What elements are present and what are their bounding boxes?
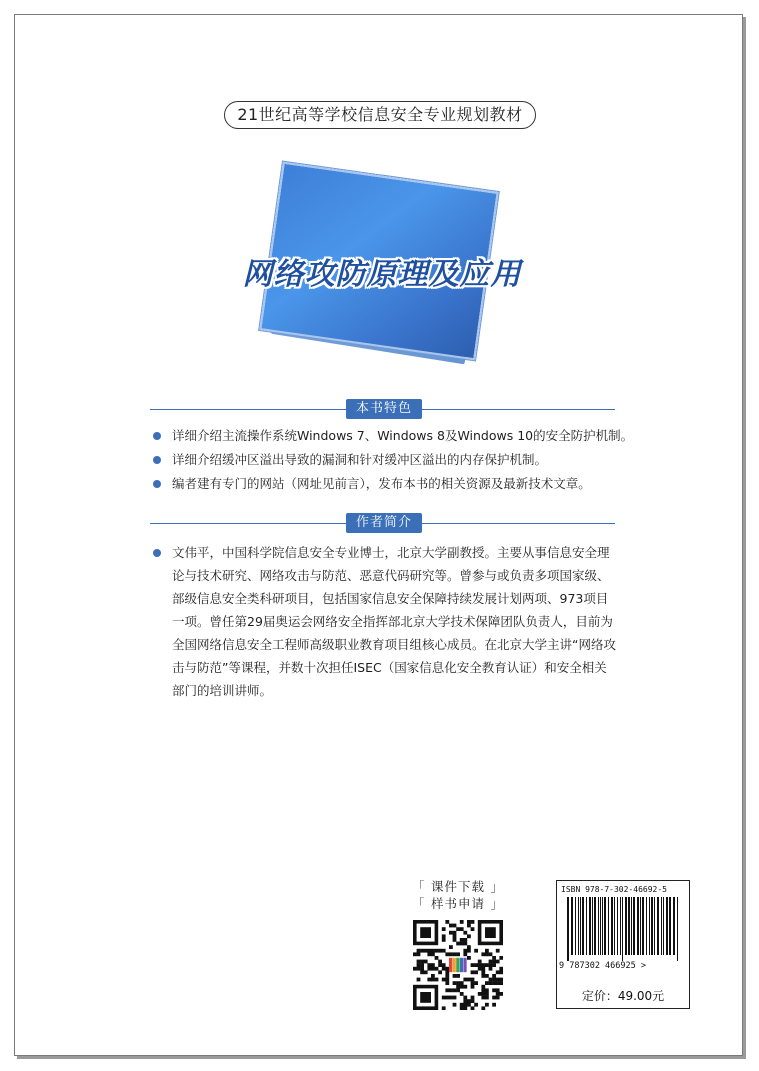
feature-text: 编者建有专门的网站（网址见前言），发布本书的相关资源及最新技术文章。 <box>172 476 591 491</box>
feature-item <box>150 452 630 468</box>
author-bio <box>150 541 632 702</box>
book-title: 网络攻防原理及应用 <box>242 257 522 292</box>
sample-request[interactable]: 「 样书申请 」 <box>412 896 504 911</box>
author-line: 部门的培训讲师。 <box>172 683 273 698</box>
author-line: 击与防范”等课程，并数十次担任ISEC（国家信息化安全教育认证）和安全相关 <box>172 660 607 675</box>
feature-text: 详细介绍主流操作系统Windows 7、Windows 8及Windows 10的安全防护机制。 <box>172 428 634 443</box>
feature-item <box>150 428 634 444</box>
bullet-icon <box>153 456 161 464</box>
features-list <box>150 428 634 500</box>
author-line: 文伟平，中国科学院信息安全专业博士，北京大学副教授。主要从事信息安全理 <box>172 545 610 560</box>
bullet-icon <box>153 432 161 440</box>
author-heading: 作者简介 <box>346 513 422 533</box>
bullet-icon <box>153 549 161 557</box>
author-line: 论与技术研究、网络攻击与防范、恶意代码研究等。曾参与或负责多项国家级、 <box>172 568 610 583</box>
author-line: 一项。曾任第29届奥运会网络安全指挥部北京大学技术保障团队负责人，目前为 <box>172 614 613 629</box>
courseware-download[interactable]: 「 课件下载 」 <box>412 879 504 894</box>
barcode-icon <box>567 897 679 961</box>
barcode-box <box>556 880 690 1009</box>
bullet-icon <box>153 480 161 488</box>
author-line: 部级信息安全类科研项目，包括国家信息安全保障持续发展计划两项、973项目 <box>172 591 609 606</box>
author-line: 全国网络信息安全工程师高级职业教育项目组核心成员。在北京大学主讲“网络攻 <box>172 637 616 652</box>
feature-text: 详细介绍缓冲区溢出导致的漏洞和针对缓冲区溢出的内存保护机制。 <box>172 452 548 467</box>
isbn-text: ISBN 978-7-302-46692-5 <box>561 885 667 894</box>
qr-code-icon[interactable] <box>413 920 503 1010</box>
feature-item <box>150 476 630 492</box>
features-heading: 本书特色 <box>346 399 422 419</box>
barcode-digits: 9 787302 466925 > <box>559 961 646 971</box>
price: 定价：49.00元 <box>581 989 665 1003</box>
download-box <box>410 878 506 912</box>
series-label: 21世纪高等学校信息安全专业规划教材 <box>224 101 536 129</box>
